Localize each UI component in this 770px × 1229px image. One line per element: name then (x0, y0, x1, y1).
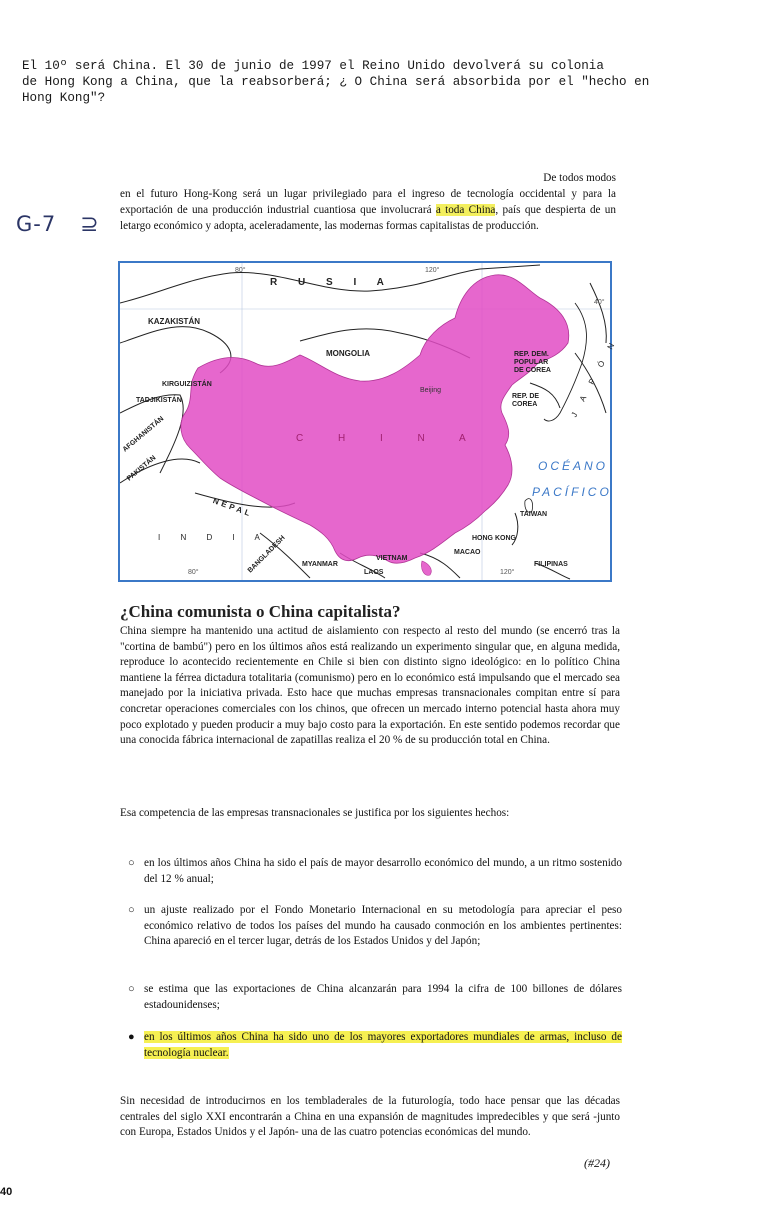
label-bangladesh: BANGLADESH (246, 534, 287, 575)
label-tadjikistan: TADJIKISTÁN (136, 397, 182, 404)
china-map (118, 261, 620, 582)
intro-first-line: De todos modos (543, 172, 616, 184)
closing-paragraph: Sin necesidad de introducirnos en los tembladerales de la futurología, todo hace pensar que las décadas centrales del siglo XXI encontrarán a China en una expansión de magnitudes impredecibles y que será -junto con Europa, Estados Unidos y el Japón- una de las cuatro potencias económicas del mundo. (120, 1095, 620, 1139)
label-vietnam: VIETNAM (376, 555, 408, 562)
label-kirguizistan: KIRGUIZISTÁN (162, 381, 212, 388)
label-hong-kong: HONG KONG (472, 535, 516, 542)
degree-right-40: 40° (594, 299, 605, 306)
label-taiwan: TAIWAN (520, 511, 548, 518)
label-china: C H I N A (296, 433, 482, 444)
list-item (126, 903, 622, 950)
intro-paragraph (120, 170, 616, 234)
label-mongolia: MONGOLIA (326, 349, 370, 358)
list-item-text: un ajuste realizado por el Fondo Monetario Internacional en su metodología para apreciar el peso económico relativo de todos los países del mundo ha causado conmoción en los ambientes pertinentes: China apareció en el tercer lugar, detrás de los Estados Unidos y del Japón; (144, 904, 622, 948)
label-japon: J A P Ó N (569, 336, 620, 419)
list-item (126, 856, 622, 887)
intro-text-end: , país que despierta de un letargo económico y adopta, aceleradamente, las modernas formas capitalistas de producción. (120, 204, 616, 232)
section-title: ¿China comunista o China capitalista? (120, 602, 401, 621)
degree-top-120: 120° (425, 267, 440, 274)
label-rusia: R U S I A (270, 277, 393, 288)
list-item-text: en los últimos años China ha sido el país de mayor desarrollo económico del mundo, a un ritmo sostenido del 12 % anual; (144, 857, 622, 885)
margin-note: G-7 (16, 212, 57, 236)
label-korea-south: REP. DE COREA (512, 393, 540, 408)
bullet-icon: ○ (128, 904, 135, 916)
bullet-icon: ○ (128, 857, 135, 869)
label-afghanistan: AFGHANISTÁN (121, 415, 166, 454)
page-number: 40 (0, 1186, 13, 1198)
paragraph-intro-list: Esa competencia de las empresas transnacionales se justifica por los siguientes hechos: (120, 807, 510, 819)
list-item-highlighted (126, 1030, 622, 1061)
intro-highlight: a toda China (435, 204, 496, 216)
bullet-icon: ○ (128, 983, 135, 995)
label-india: I N D I A (158, 533, 269, 542)
list-item-text: en los últimos años China ha sido uno de los mayores exportadores mundiales de armas, incluso de tecnología nuclear. (144, 1031, 622, 1059)
label-korea-north: REP. DEM. POPULAR DE COREA (514, 351, 551, 374)
bullet-icon: ● (128, 1031, 135, 1043)
label-myanmar: MYANMAR (302, 561, 338, 568)
label-kazakistan: KAZAKISTÁN (148, 317, 200, 326)
list-item-text: se estima que las exportaciones de China alcanzarán para 1994 la cifra de 100 billones de dólares estadounidenses; (144, 983, 622, 1011)
label-filipinas: FILIPINAS (534, 561, 568, 568)
paragraph-main: China siempre ha mantenido una actitud de aislamiento con respecto al resto del mundo (se encerró tras la "cortina de bambú") pero en los últimos años está realizando un experimento singular que, en alguna medida, reproduce lo acontecido recientemente en Chile si bien con distinto signo ideológico: en lo político China mantiene la férrea dictadura totalitaria (comunismo) pero en lo económico está impulsando que el mercado sea manejado por la iniciativa privada. Esto hace que muchas empresas transnacionales compitan entre sí para concretar operaciones comerciales con los chinos, que ofrecen un mercado interno potencial hasta ahora muy poco explotado y pueden producir a muy bajo costo para la exportación. En este sentido podemos recordar que una conocida fábrica internacional de zapatillas realiza el 20 % de su producción total en China. (120, 625, 620, 747)
typed-note: El 10º será China. El 30 de junio de 1997 el Reino Unido devolverá su colonia de Hong Kong a China, que la reabsorberá; ¿ O China será absorbida por el "hecho en Hong Kong"? (22, 59, 650, 105)
reference-number: (#24) (584, 1156, 610, 1170)
label-oceano: OCÉANO (538, 459, 609, 473)
label-laos: LAOS (364, 569, 384, 576)
label-beijing: Beijing (420, 387, 442, 394)
intro-text: en el futuro Hong-Kong será un lugar privilegiado para el ingreso de tecnología occidental y para la exportación de una producción industrial cuantiosa que involucrará (120, 188, 616, 216)
label-nepal: NEPAL (211, 496, 254, 519)
label-pakistan: PAKISTÁN (125, 454, 158, 483)
superset-symbol: ⊇ (80, 212, 100, 237)
label-macao: MACAO (454, 549, 481, 556)
list-item (126, 982, 622, 1013)
degree-bottom-120: 120° (500, 569, 515, 576)
degree-bottom-80: 80° (188, 569, 199, 576)
margin-annotation (16, 212, 100, 237)
degree-top-80: 80° (235, 267, 246, 274)
label-pacifico: PACÍFICO (532, 485, 612, 499)
